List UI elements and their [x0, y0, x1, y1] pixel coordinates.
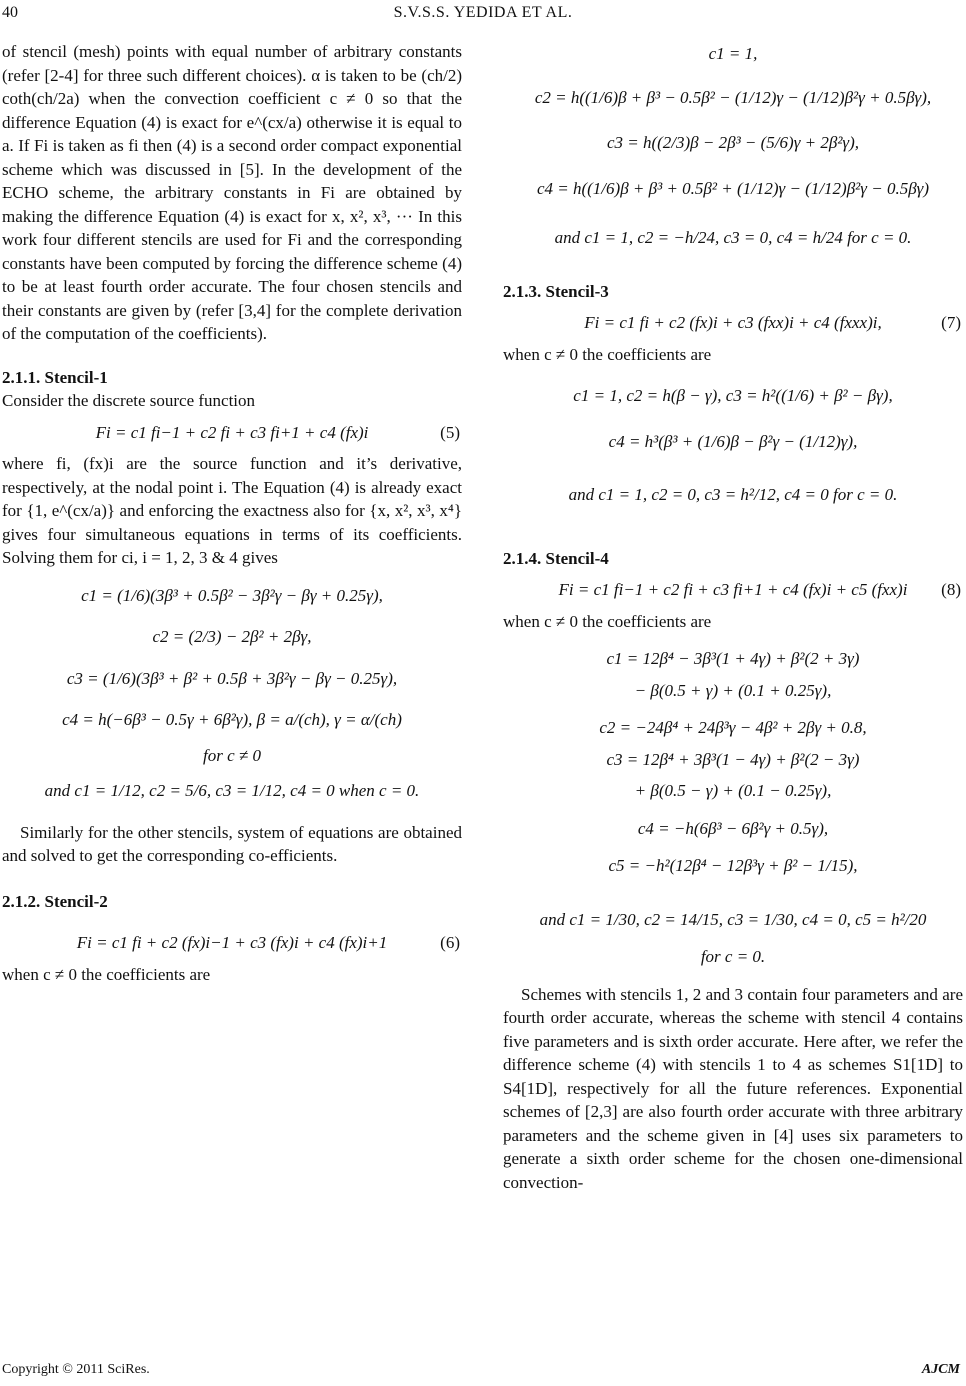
- equation-line: c1 = 1, c2 = h(β − γ), c3 = h²((1/6) + β² − βγ),: [573, 386, 893, 405]
- equation-body: Fi = c1 fi + c2 (fx)i + c3 (fxx)i + c4 (fxxx)i,: [584, 313, 882, 332]
- equation-line: c4 = h(−6β³ − 0.5γ + 6β²γ), β = a/(ch), γ = α/(ch): [62, 710, 402, 729]
- equation-line: and c1 = 1, c2 = −h/24, c3 = 0, c4 = h/24 for c = 0.: [554, 228, 912, 247]
- paragraph: when c ≠ 0 the coefficients are: [503, 611, 712, 631]
- equation-line: c3 = h((2/3)β − 2β³ − (5/6)γ + 2β²γ),: [606, 133, 860, 152]
- equation-line: and c1 = 1, c2 = 0, c3 = h²/12, c4 = 0 for c = 0.: [568, 485, 898, 504]
- equation-line: for c = 0.: [700, 947, 766, 966]
- equation-line: c4 = h³(β³ + (1/6)β − β²γ − (1/12)γ),: [608, 431, 858, 451]
- equation-body: Fi = c1 fi−1 + c2 fi + c3 fi+1 + c4 (fx)i: [95, 422, 369, 442]
- equation-line: c4 = h((1/6)β + β³ + 0.5β² + (1/12)γ − (1/12)β²γ − 0.5βγ): [536, 178, 930, 198]
- equation-line: c1 = (1/6)(3β³ + 0.5β² − 3β²γ − βγ + 0.25γ),: [81, 585, 383, 605]
- equation-number: (7): [941, 313, 961, 332]
- paragraph: Schemes with stencils 1, 2 and 3 contain four parameters and are fourth order accurate, whereas the scheme with stencil 4 contains five parameters and is sixth order accurate. Here after, we refer the difference scheme (4) with stencils 1 to 4 as schemes S1[1D] to S4[1D], respectively for all the future references. Exponential schemes of [2,3] are also fourth order accurate with three arbitrary parameters and the scheme given in [4] uses six parameters to generate a sixth order scheme for the chosen one-dimensional convection-: [503, 984, 963, 1192]
- section-heading: 2.1.2. Stencil-2: [2, 891, 108, 911]
- paragraph: when c ≠ 0 the coefficients are: [2, 964, 211, 984]
- left-column: [2, 40, 462, 986]
- section-heading: 2.1.4. Stencil-4: [503, 548, 609, 568]
- equation-7: [503, 311, 963, 335]
- paragraph: where fi, (fx)i are the source function and it’s derivative, respectively, at the nodal point i. The Equation (4) is already exact for {1, e^(cx/a)} and enforcing the exactness also for {x, x², x³, x⁴} gives four simultaneous equations in terms of its coefficients. Solving them for ci, i = 1, 2, 3 & 4 gives: [2, 454, 462, 567]
- equation-line: c2 = h((1/6)β + β³ − 0.5β² − (1/12)γ − (1/12)β²γ + 0.5βγ),: [534, 87, 932, 107]
- section-heading: 2.1.3. Stencil-3: [503, 281, 609, 301]
- equation-line: c4 = −h(6β³ − 6β²γ + 0.5γ),: [637, 818, 829, 838]
- equation-5: [2, 421, 462, 445]
- equation-6: [2, 931, 462, 955]
- equation-number: (8): [941, 580, 961, 599]
- equation-line: − β(0.5 + γ) + (0.1 + 0.25γ),: [634, 680, 832, 700]
- equation-line: c3 = 12β⁴ + 3β³(1 − 4γ) + β²(2 − 3γ): [606, 749, 860, 769]
- page-number: 40: [2, 4, 18, 21]
- paragraph: when c ≠ 0 the coefficients are: [503, 344, 712, 364]
- equation-line: and c1 = 1/30, c2 = 14/15, c3 = 1/30, c4 = 0, c5 = h²/20: [539, 909, 927, 929]
- equation-line: c5 = −h²(12β⁴ − 12β³γ + β² − 1/15),: [608, 856, 858, 875]
- equation-body: Fi = c1 fi−1 + c2 fi + c3 fi+1 + c4 (fx)i + c5 (fxx)i: [558, 580, 908, 599]
- page-header: [0, 4, 966, 26]
- paragraph: Consider the discrete source function: [2, 391, 256, 410]
- right-column: [503, 40, 963, 1194]
- paragraph: Similarly for the other stencils, system of equations are obtained and solved to get the corresponding co-efficients.: [2, 822, 462, 865]
- equation-number: (5): [440, 422, 460, 442]
- journal-name: AJCM: [921, 1362, 960, 1377]
- equation-body: Fi = c1 fi + c2 (fx)i−1 + c3 (fx)i + c4 (fx)i+1: [76, 933, 388, 952]
- equation-line: c2 = −24β⁴ + 24β³γ − 4β² + 2βγ + 0.8,: [599, 718, 867, 737]
- equation-line: and c1 = 1/12, c2 = 5/6, c3 = 1/12, c4 = 0 when c = 0.: [44, 781, 420, 800]
- equation-line: c3 = (1/6)(3β³ + β² + 0.5β + 3β²γ − βγ − 0.25γ),: [66, 668, 398, 688]
- running-authors: S.V.S.S. YEDIDA ET AL.: [393, 4, 573, 21]
- equation-8: [503, 578, 963, 602]
- equation-line: c2 = (2/3) − 2β² + 2βγ,: [152, 627, 312, 646]
- copyright: Copyright © 2011 SciRes.: [2, 1362, 150, 1377]
- section-heading: 2.1.1. Stencil-1: [2, 367, 108, 387]
- paragraph: of stencil (mesh) points with equal number of arbitrary constants (refer [2-4] for three such different choices). α is taken to be (ch/2) coth(ch/2a) when the convection coefficient c ≠ 0 so that the difference Equation (4) is exact for e^(cx/a) otherwise it is equal to a. If Fi is taken as fi then (4) is a second order compact exponential scheme which was discussed in [5]. In the development of the ECHO scheme, the arbitrary constants in Fi are obtained by making the difference Equation (4) is exact for x, x², x³, ··· In this work four different stencils are used for Fi and the corresponding constants have been computed by forcing the difference scheme (4) to be at least fourth order accurate. The four chosen stencils and their constants are given by (refer [3,4] for the complete derivation of the computation of the coefficients).: [2, 42, 462, 343]
- equation-line: c1 = 1,: [708, 44, 758, 63]
- equation-line: for c ≠ 0: [203, 745, 261, 765]
- equation-line: c1 = 12β⁴ − 3β³(1 + 4γ) + β²(2 + 3γ): [606, 649, 860, 668]
- equation-line: + β(0.5 − γ) + (0.1 − 0.25γ),: [634, 781, 832, 800]
- equation-number: (6): [440, 933, 460, 952]
